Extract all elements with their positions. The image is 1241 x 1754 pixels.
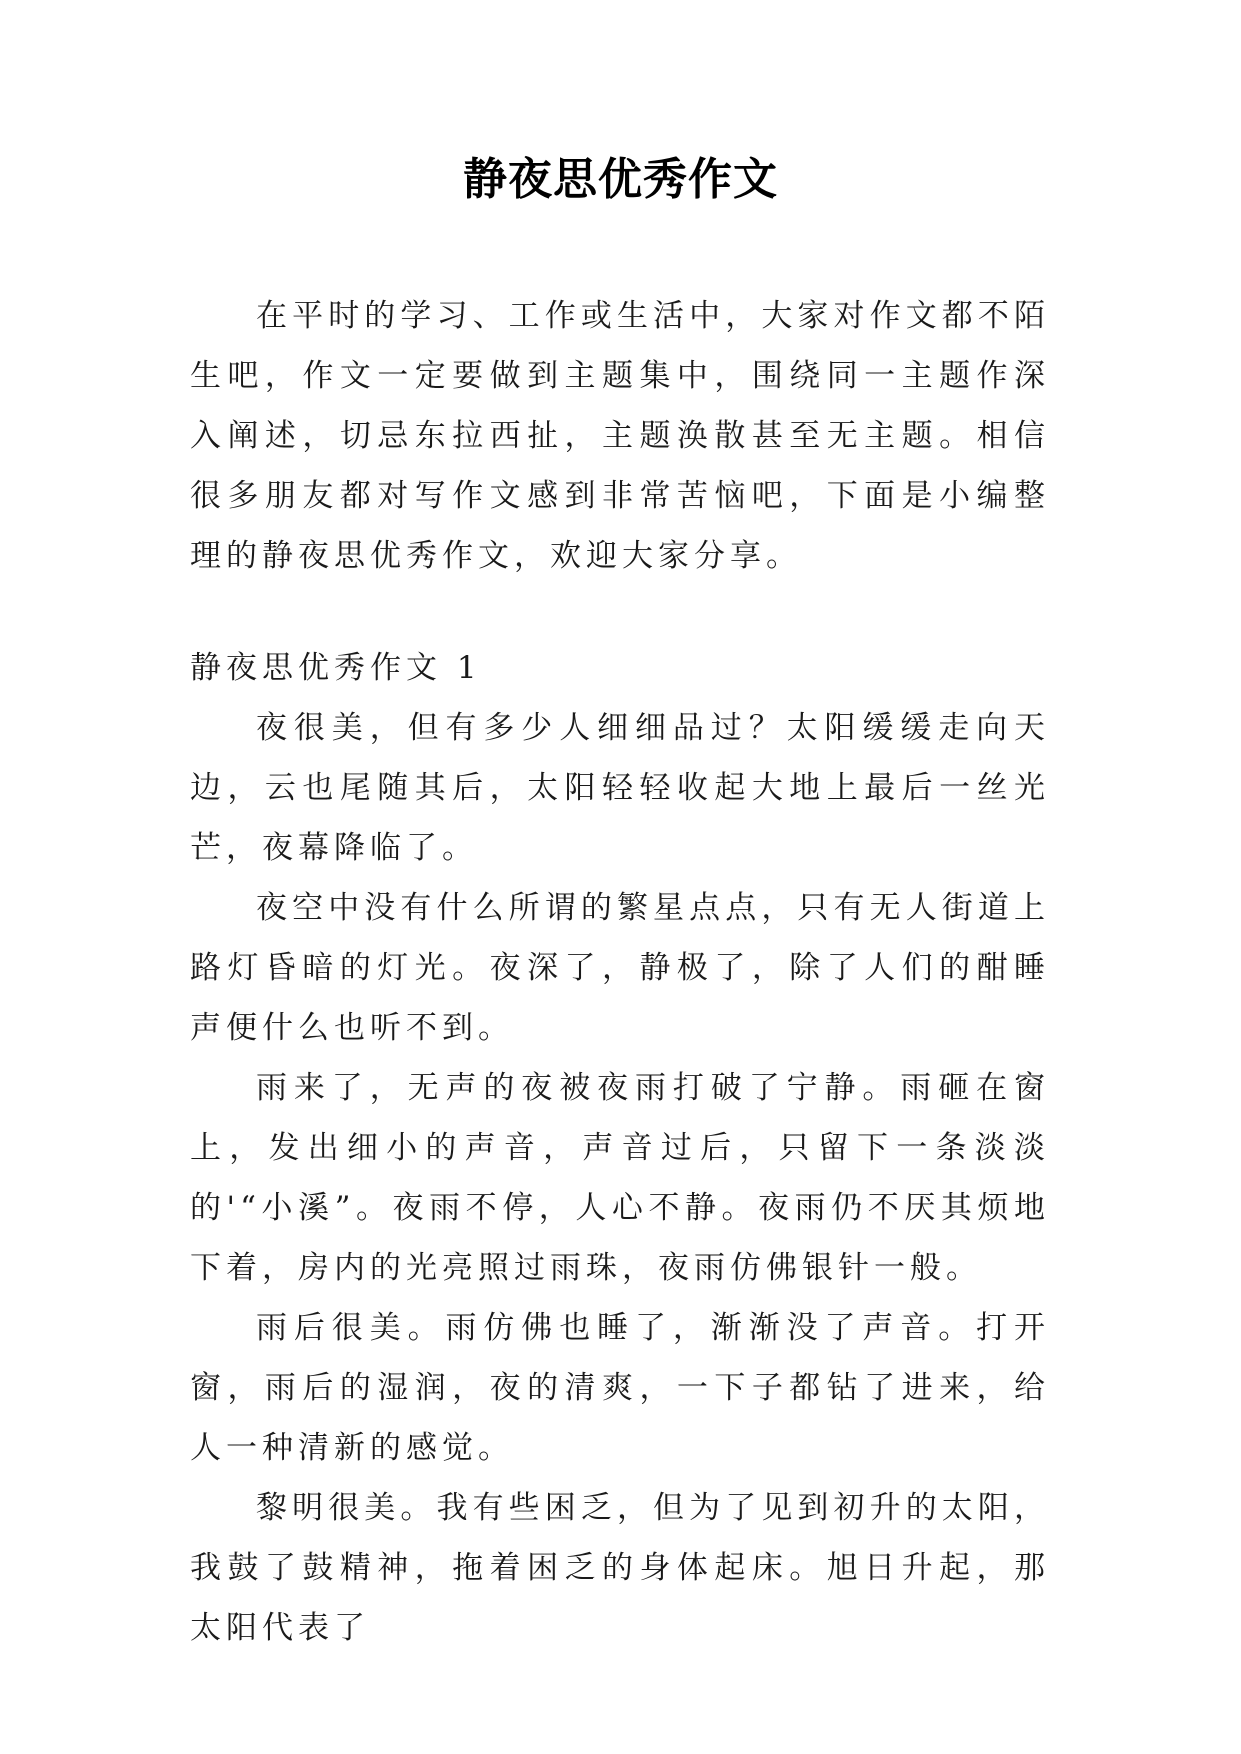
intro-paragraph: 在平时的学习、工作或生活中，大家对作文都不陌生吧，作文一定要做到主题集中，围绕同一主题作深入阐述，切忌东拉西扯，主题涣散甚至无主题。相信很多朋友都对写作文感到非常苦恼吧，下面是小编整理的静夜思优秀作文，欢迎大家分享。 — [190, 298, 1050, 574]
section-heading: 静夜思优秀作文 1 — [190, 650, 482, 686]
essay-paragraph: 夜空中没有什么所谓的繁星点点，只有无人街道上路灯昏暗的灯光。夜深了，静极了，除了人们的酣睡声便什么也听不到。 — [190, 890, 1050, 1046]
document-title: 静夜思优秀作文 — [463, 154, 778, 205]
essay-paragraph: 雨后很美。雨仿佛也睡了，渐渐没了声音。打开窗，雨后的湿润，夜的清爽，一下子都钻了进来，给人一种清新的感觉。 — [190, 1310, 1050, 1466]
essay-paragraph: 夜很美，但有多少人细细品过？太阳缓缓走向天边，云也尾随其后，太阳轻轻收起大地上最后一丝光芒，夜幕降临了。 — [190, 710, 1050, 866]
essay-paragraph: 雨来了，无声的夜被夜雨打破了宁静。雨砸在窗上，发出细小的声音，声音过后，只留下一条淡淡的'“小溪”。夜雨不停，人心不静。夜雨仍不厌其烦地下着，房内的光亮照过雨珠，夜雨仿佛银针一般。 — [190, 1070, 1050, 1286]
intro-block — [190, 286, 1050, 586]
essay-paragraph: 黎明很美。我有些困乏，但为了见到初升的太阳，我鼓了鼓精神，拖着困乏的身体起床。旭日升起，那太阳代表了 — [190, 1490, 1050, 1646]
essay-section-1 — [190, 638, 1050, 1658]
